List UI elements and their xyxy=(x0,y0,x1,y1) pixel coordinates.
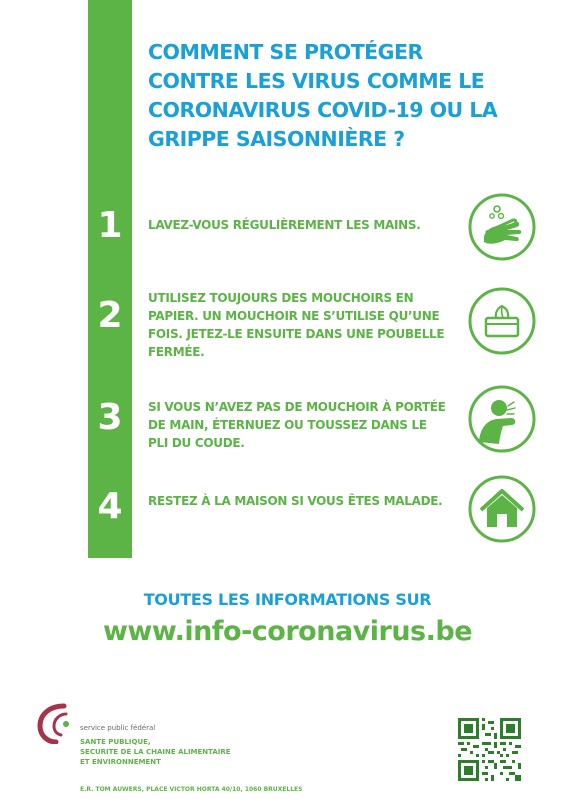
org-name-line: ET ENVIRONNEMENT xyxy=(80,758,161,766)
org-name-line: SECURITE DE LA CHAINE ALIMENTAIRE xyxy=(80,748,231,756)
org-type: service public fédéral xyxy=(80,724,156,732)
step-number: 3 xyxy=(97,397,123,438)
step-number: 1 xyxy=(97,205,123,246)
step-number: 4 xyxy=(97,486,123,527)
tissue-box-icon xyxy=(467,286,537,356)
green-vertical-band xyxy=(88,0,132,558)
house-icon xyxy=(467,474,537,544)
step-text: LAVEZ-VOUS RÉGULIÈREMENT LES MAINS. xyxy=(148,218,421,232)
hand-washing-icon xyxy=(467,192,537,262)
org-name xyxy=(80,737,250,767)
org-name-line: SANTE PUBLIQUE, xyxy=(80,738,151,746)
step-text: UTILISEZ TOUJOURS DES MOUCHOIRS EN PAPIER. UN MOUCHOIR NE S’UTILISE QU’UNE FOIS. JETEZ-LE ENSUITE DANS UNE POUBELLE FERMÉE. xyxy=(148,291,445,359)
info-heading: TOUTES LES INFORMATIONS SUR xyxy=(143,590,432,609)
qr-code[interactable] xyxy=(458,718,521,781)
website-link[interactable]: www.info-coronavirus.be xyxy=(102,616,473,647)
step-text: RESTEZ À LA MAISON SI VOUS ÊTES MALADE. xyxy=(148,494,443,508)
publisher-footer: E.R. TOM AUWERS, PLACE VICTOR HORTA 40/10, 1060 BRUXELLES xyxy=(80,786,303,793)
step-text: SI VOUS N’AVEZ PAS DE MOUCHOIR À PORTÉE DE MAIN, ÉTERNUEZ OU TOUSSEZ DANS LE PLI DU COUDE. xyxy=(148,400,446,450)
page-title: COMMENT SE PROTÉGER CONTRE LES VIRUS COMME LE CORONAVIRUS COVID-19 OU LA GRIPPE SAISONNIÈRE ? xyxy=(148,40,498,151)
step-number: 2 xyxy=(97,295,123,336)
sneeze-elbow-icon xyxy=(467,384,537,454)
